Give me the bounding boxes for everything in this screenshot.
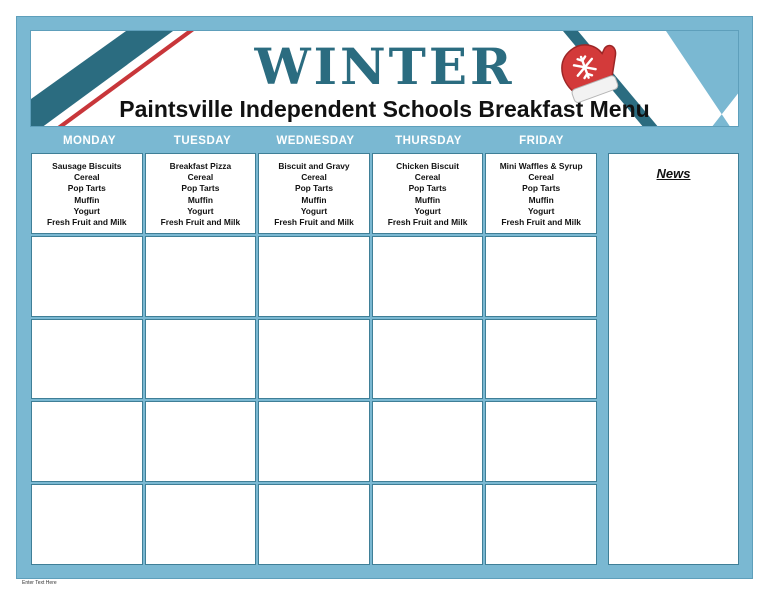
empty-calendar-cell	[31, 401, 143, 482]
menu-item: Pop Tarts	[294, 183, 333, 194]
menu-cell-wednesday	[258, 153, 370, 234]
empty-calendar-cell	[258, 401, 370, 482]
empty-calendar-cell	[485, 484, 597, 565]
day-tuesday: TUESDAY	[173, 135, 232, 147]
menu-item: Cereal	[187, 172, 214, 183]
empty-calendar-cell	[258, 236, 370, 317]
empty-calendar-cell	[372, 401, 484, 482]
news-title: News	[656, 166, 691, 181]
menu-item: Fresh Fruit and Milk	[501, 217, 581, 228]
day-friday: FRIDAY	[519, 135, 564, 147]
news-panel	[608, 153, 739, 565]
empty-calendar-cell	[372, 319, 484, 400]
empty-calendar-cell	[485, 236, 597, 317]
page-subtitle: Paintsville Independent Schools Breakfast Menu	[119, 96, 650, 122]
mitten-snowflake-icon	[549, 35, 629, 105]
menu-item: Cereal	[301, 172, 327, 183]
menu-calendar-grid	[31, 153, 597, 565]
empty-calendar-cell	[145, 484, 257, 565]
menu-item: Cereal	[528, 172, 554, 183]
empty-calendar-cell	[31, 236, 143, 317]
empty-calendar-cell	[31, 319, 143, 400]
menu-item: Yogurt	[300, 205, 328, 216]
menu-item: Pop Tarts	[408, 183, 447, 194]
menu-item: Muffin	[528, 194, 554, 205]
menu-item: Muffin	[187, 194, 213, 205]
empty-calendar-cell	[485, 401, 597, 482]
menu-item: Muffin	[301, 194, 327, 205]
banner	[30, 30, 739, 127]
empty-calendar-cell	[258, 484, 370, 565]
menu-cell-monday	[31, 153, 143, 234]
weekday-header-row	[33, 131, 598, 151]
empty-calendar-cell	[485, 319, 597, 400]
menu-item-entree: Biscuit and Gravy	[278, 161, 350, 171]
empty-calendar-cell	[372, 484, 484, 565]
empty-calendar-cell	[145, 319, 257, 400]
footer-placeholder-text: Enter Text Here	[22, 580, 57, 586]
menu-item: Fresh Fruit and Milk	[47, 217, 127, 228]
menu-item-entree: Mini Waffles & Syrup	[499, 161, 583, 171]
menu-item-entree: Chicken Biscuit	[396, 161, 460, 171]
empty-calendar-cell	[31, 484, 143, 565]
menu-cell-tuesday	[145, 153, 257, 234]
menu-item: Cereal	[73, 172, 100, 183]
empty-calendar-cell	[145, 401, 257, 482]
menu-item: Pop Tarts	[67, 183, 106, 194]
page-title: WINTER	[254, 37, 515, 96]
menu-item: Yogurt	[187, 205, 214, 216]
day-monday: MONDAY	[62, 135, 117, 147]
empty-calendar-cell	[145, 236, 257, 317]
menu-cell-friday	[485, 153, 597, 234]
menu-item: Yogurt	[414, 205, 441, 216]
menu-item: Muffin	[415, 194, 441, 205]
menu-item-entree: Breakfast Pizza	[169, 161, 232, 171]
day-wednesday: WEDNESDAY	[276, 135, 355, 147]
menu-item: Fresh Fruit and Milk	[387, 217, 468, 228]
empty-calendar-cell	[372, 236, 484, 317]
menu-item: Muffin	[74, 194, 100, 205]
menu-item: Fresh Fruit and Milk	[274, 217, 354, 228]
menu-item: Yogurt	[528, 205, 555, 216]
menu-item: Pop Tarts	[181, 183, 220, 194]
menu-item: Yogurt	[73, 205, 100, 216]
empty-calendar-cell	[258, 319, 370, 400]
menu-item: Pop Tarts	[522, 183, 561, 194]
menu-cell-thursday	[372, 153, 484, 234]
menu-item: Cereal	[414, 172, 441, 183]
menu-item: Fresh Fruit and Milk	[160, 217, 241, 228]
day-thursday: THURSDAY	[395, 135, 462, 147]
menu-item-entree: Sausage Biscuits	[52, 161, 122, 171]
